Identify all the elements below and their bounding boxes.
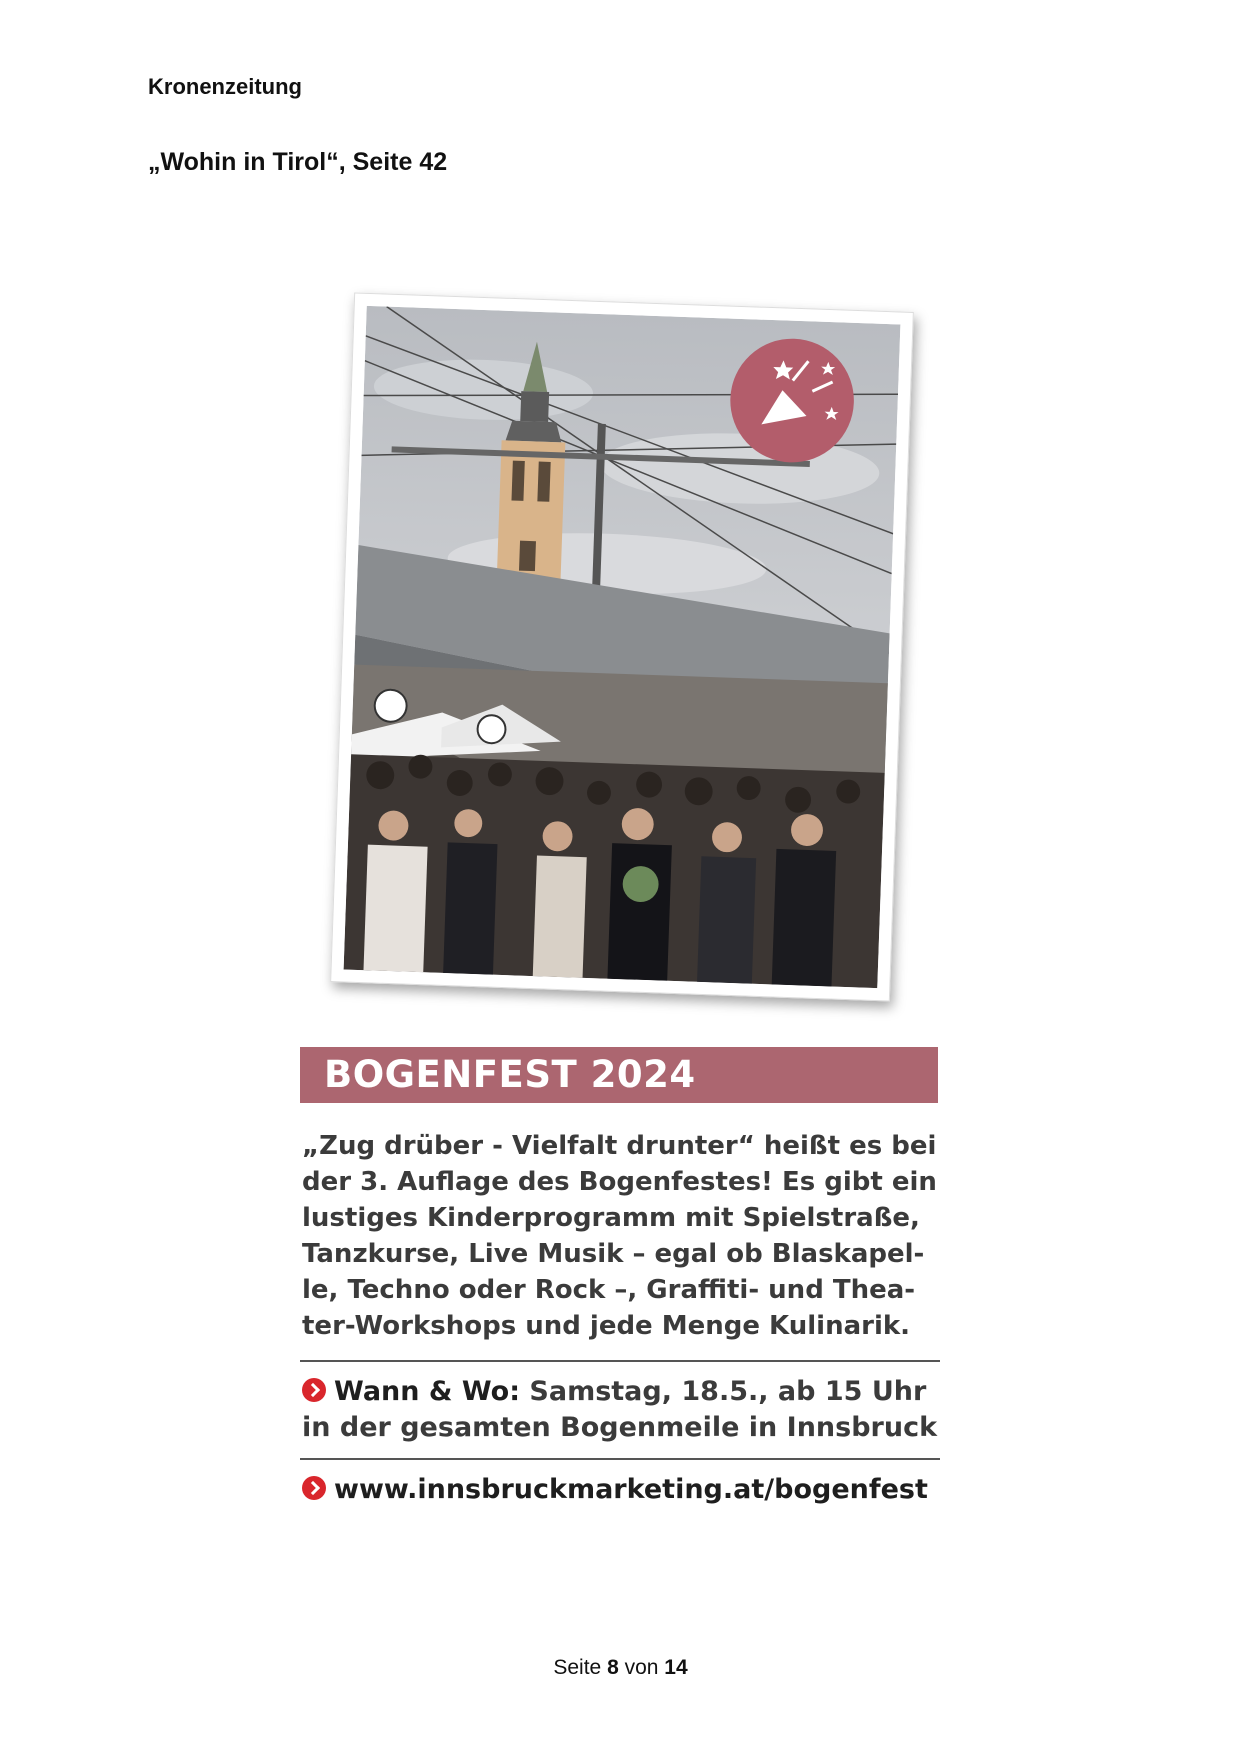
website-link[interactable]: www.innsbruckmarketing.at/bogenfest xyxy=(334,1474,928,1505)
footer-middle: von xyxy=(624,1656,659,1679)
photo-frame xyxy=(330,292,914,1001)
divider xyxy=(300,1458,940,1460)
headline-bar xyxy=(300,1047,938,1103)
section-reference: „Wohin in Tirol“, Seite 42 xyxy=(148,148,448,176)
body-line: ter-Workshops und jede Menge Kulinarik. xyxy=(302,1311,911,1341)
headline: BOGENFEST 2024 xyxy=(324,1053,696,1096)
when-where-label: Wann & Wo: xyxy=(334,1376,520,1407)
body-line: le, Techno oder Rock –, Graffiti- und Thea- xyxy=(302,1275,916,1305)
website-info xyxy=(302,1472,942,1508)
article-body xyxy=(302,1128,942,1344)
divider xyxy=(300,1360,940,1362)
arrow-right-icon xyxy=(302,1476,326,1500)
page-footer xyxy=(0,1656,1241,1680)
arrow-right-icon xyxy=(302,1378,326,1402)
current-page: 8 xyxy=(607,1656,619,1679)
article-photo xyxy=(322,282,938,1017)
body-line: lustiges Kinderprogramm mit Spielstraße, xyxy=(302,1203,920,1233)
total-pages: 14 xyxy=(664,1656,688,1679)
body-line: Tanzkurse, Live Musik – egal ob Blaskapel- xyxy=(302,1239,925,1269)
when-where-info xyxy=(302,1374,942,1446)
when-where-text: Samstag, 18.5., ab 15 Uhr xyxy=(529,1376,927,1407)
when-where-location: in der gesamten Bogenmeile in Innsbruck xyxy=(302,1412,938,1443)
newspaper-source: Kronenzeitung xyxy=(148,74,302,99)
festival-photo xyxy=(344,306,901,988)
footer-prefix: Seite xyxy=(553,1656,602,1679)
body-line: der 3. Auflage des Bogenfestes! Es gibt ein xyxy=(302,1167,937,1197)
body-line: „Zug drüber - Vielfalt drunter“ heißt es bei xyxy=(302,1131,937,1161)
